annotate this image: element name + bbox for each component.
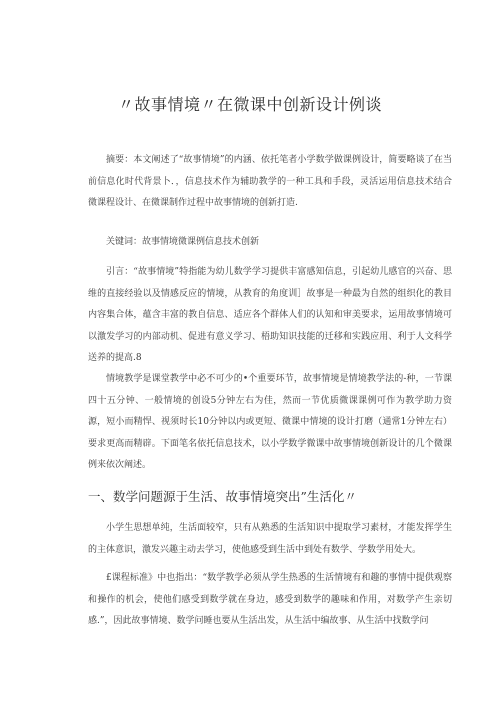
- section-heading: 一、数学问题源于生活、故事情境突出”生活化〃: [88, 489, 357, 504]
- section1-block: [88, 518, 452, 561]
- intro-paragraph: 引言：“故事情境”特指能为幼儿数学学习提供丰富感知信息，引起幼儿感官的兴奋、思维的直接经验以及情感反应的情境，从教育的角度训］故事是一种最为自然的组织化的教目内容集合体，蕴含丰富的教自信息、适应各个群体人们的认知和审美要求，运用故事情境可以激发学习的内部动机、促进有意义学习、梧助知识技能的迁移和实践应用、利于人文科学送养的提高.8: [88, 267, 452, 363]
- page-title: 〃故事情境〃在微课中创新设计例谈: [117, 95, 382, 114]
- abstract-paragraph: 摘要：本文阐述了“故事情境”的内涵、依托笔者小学数学做课例设计，简要略谈了在当前信息化时代背景卜．，信息技术作为辅助教学的一种工具和手段，灵活运用信息技术结合微课程设计、在微课制作过程中故事情境的创新打造.: [88, 155, 452, 208]
- section1-paragraph: 小学生思想单纯，生活面较窄，只有从熟悉的生活知识中提取学习素材，才能发挥学生的主体意识，激发兴趣主动去学习，使他感受到生活中到处有数学、学数学用处大。: [88, 523, 452, 555]
- microclass-block: [88, 369, 452, 477]
- abstract-block: [88, 150, 452, 215]
- standard-paragraph: £课程标准》中也指出：“数学教学必须从学生热悉的生活情境有和趣的事情中提供观察和操作的机会，使他们感受到数学就在身边，感受到数学的趣味和作用，对数学产生亲切感.”，因此故事情境、数学问睡也要从生活出发，从生活中编故事、从生活中找数学问: [88, 573, 452, 626]
- keywords-line: 关键词：故事情境微课例信息技术创新: [106, 237, 260, 247]
- microclass-paragraph: 情境教学是课堂教学中必不可少的•个重要环节，故事情境是情境教学法的-种，一节课四十五分钟、一般情境的创设5分钟左右为佳，然而一节优质微课课例可作为教学助力资源，短小而精悍、视须时长10分钟以内或更短、微课中情境的设计打磨（通常1分钟左右）要求更高而精辟。下面笔名依托信息技术，以小学数学微课中故事情境创新设计的几个微课例来依次阐述。: [88, 374, 452, 470]
- intro-block: [88, 262, 452, 370]
- keywords-block: [88, 232, 452, 254]
- standard-block: [88, 568, 452, 633]
